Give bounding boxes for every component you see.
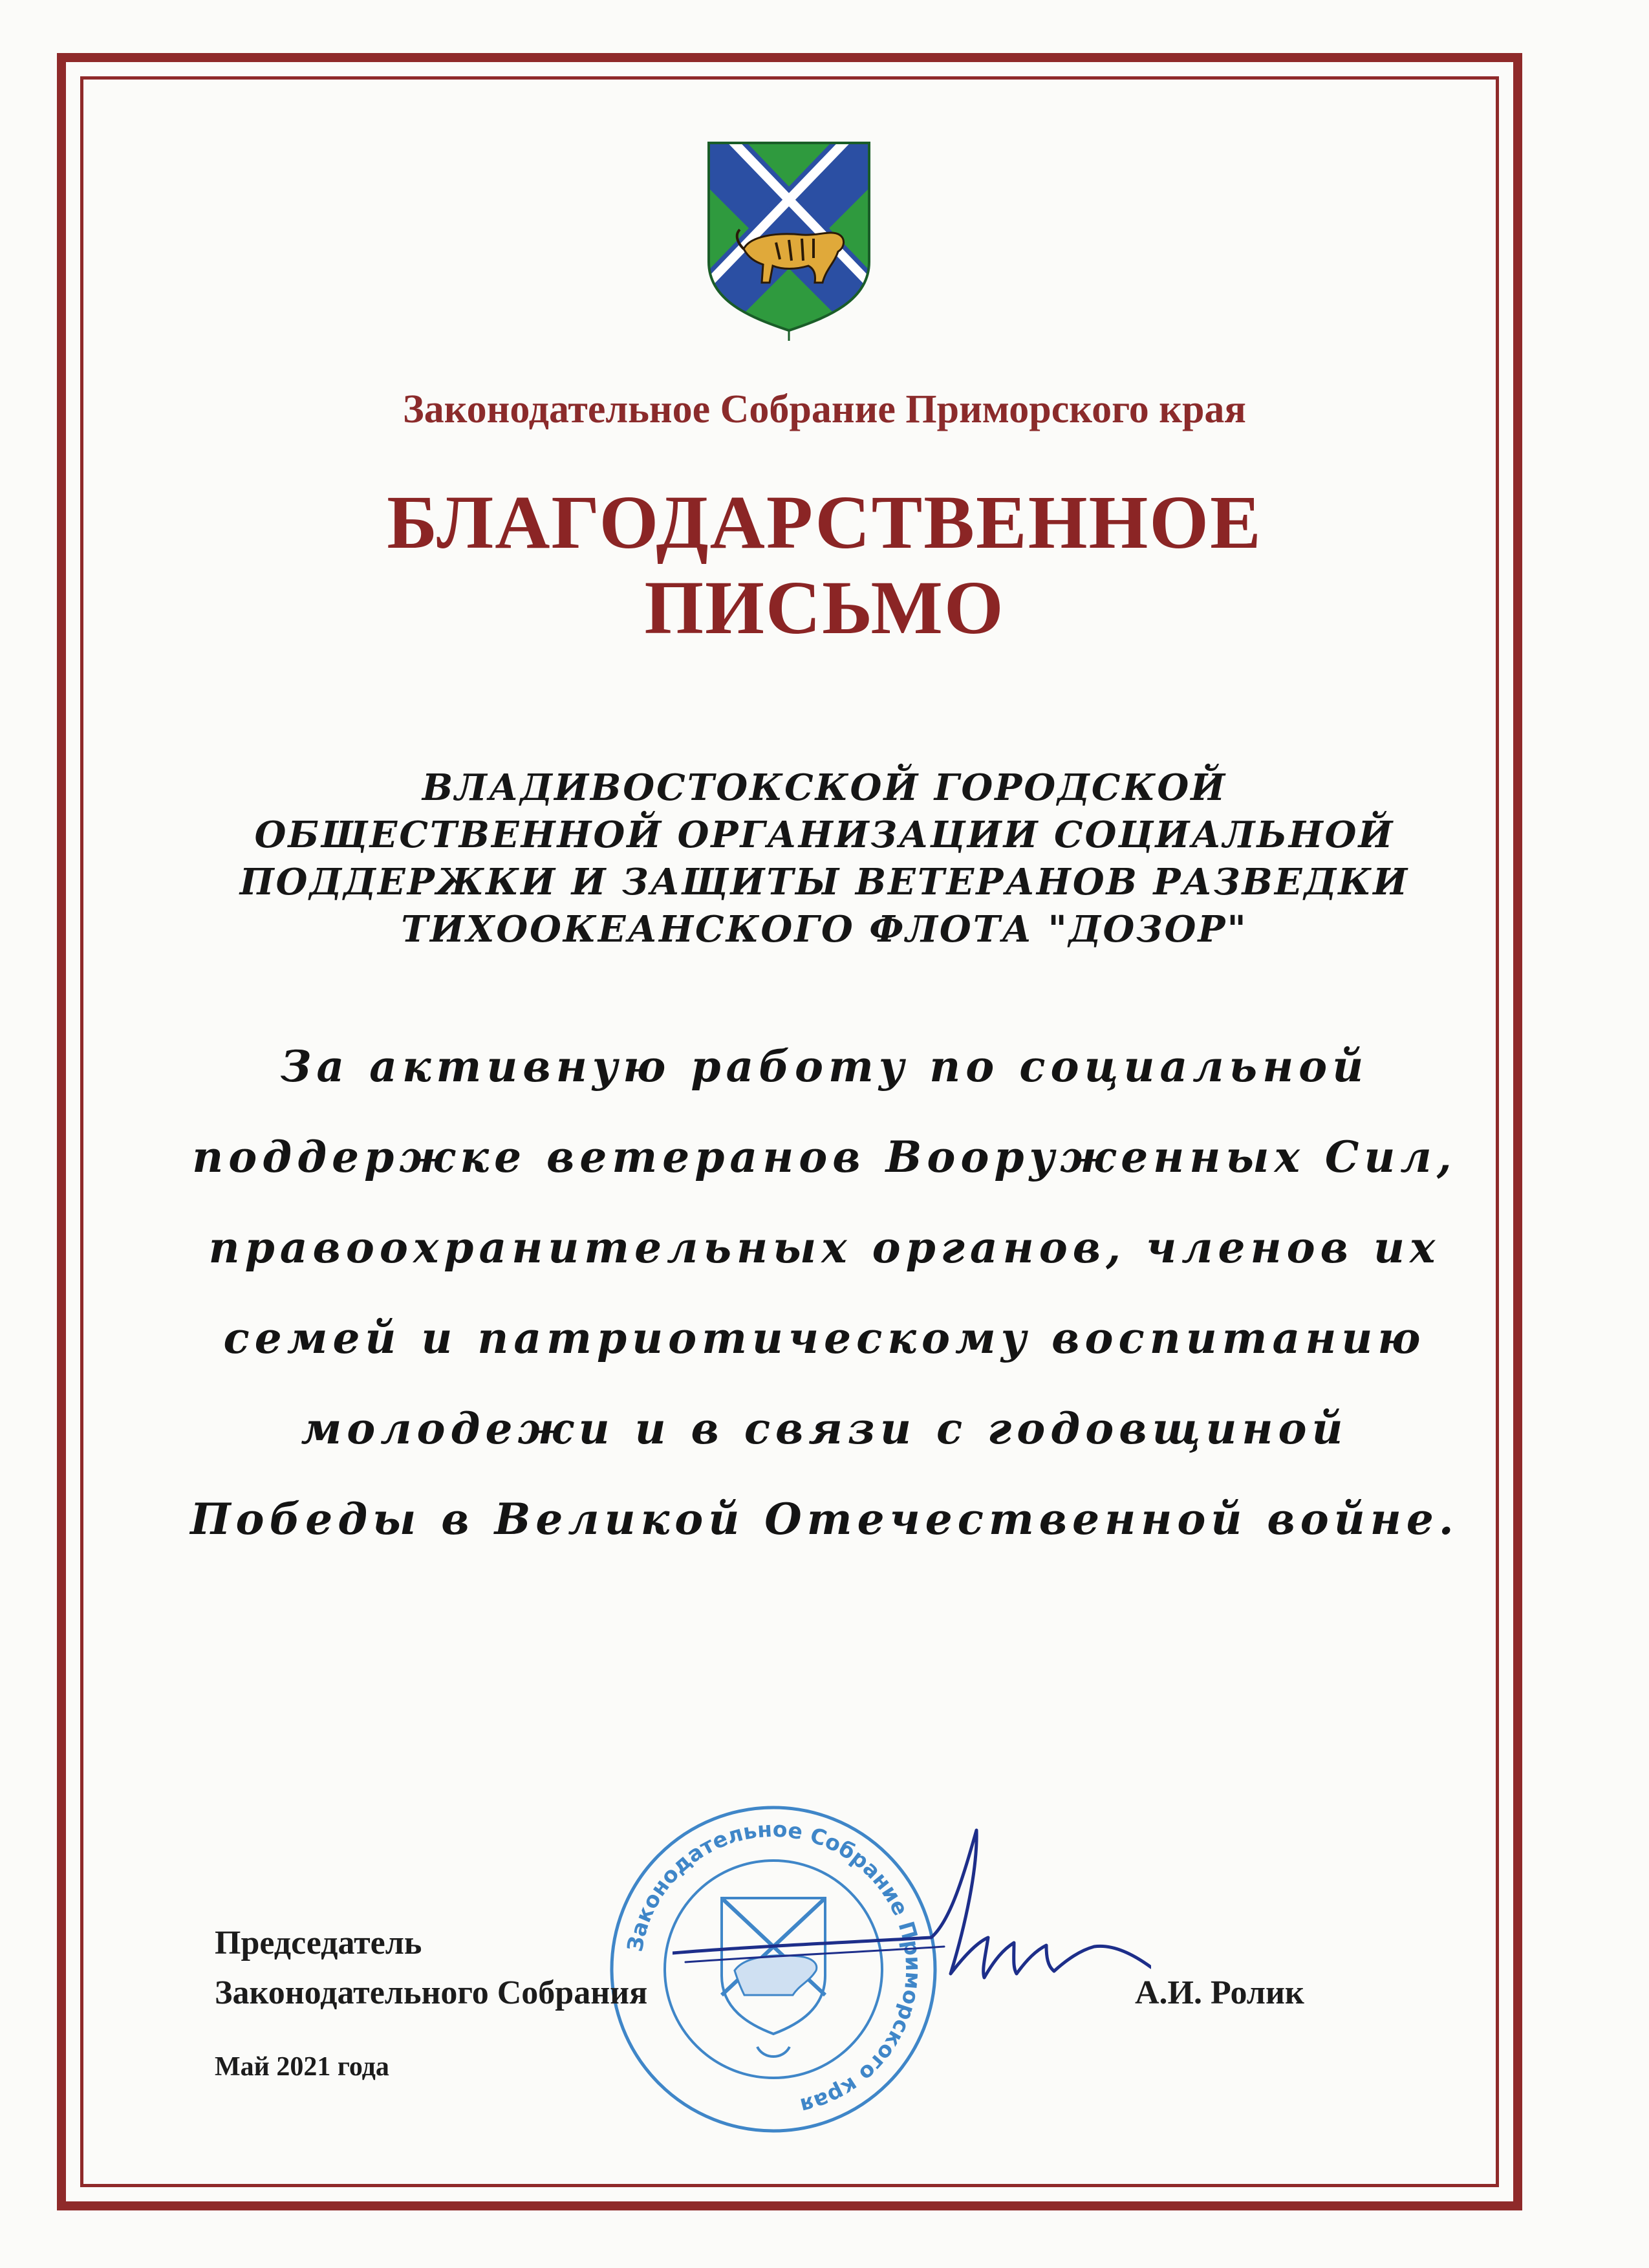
signatory-position-line2: Законодательного Собрания <box>215 1974 648 2011</box>
document-title-line2: ПИСЬМО <box>644 565 1005 650</box>
handwritten-signature <box>673 1824 1151 2037</box>
recipient-line: ВЛАДИВОСТОКСКОЙ ГОРОДСКОЙ <box>422 766 1227 809</box>
gratitude-text-line: семей и патриотическому воспитанию <box>223 1313 1426 1363</box>
recipient-line: ТИХООКЕАНСКОГО ФЛОТА "ДОЗОР" <box>401 908 1248 951</box>
gratitude-text-line: Победы в Великой Отечественной войне. <box>190 1494 1459 1544</box>
primorsky-coat-of-arms-icon <box>705 139 873 341</box>
gratitude-text-line: молодежи и в связи с годовщиной <box>301 1403 1348 1454</box>
stamp-text: Законодательное Собрание Приморского края <box>621 1816 927 2119</box>
signatory-position-line1: Председатель <box>215 1925 422 1961</box>
gratitude-text-line: правоохранительных органов, членов их <box>208 1222 1441 1273</box>
document-date: Май 2021 года <box>215 2052 389 2082</box>
assembly-name: Законодательное Собрание Приморского края <box>403 387 1246 431</box>
recipient-line: ОБЩЕСТВЕННОЙ ОРГАНИЗАЦИИ СОЦИАЛЬНОЙ <box>254 814 1395 856</box>
signatory-name: А.И. Ролик <box>1135 1974 1304 2011</box>
document-title-line1: БЛАГОДАРСТВЕННОЕ <box>387 480 1262 565</box>
gratitude-text-line: поддержке ветеранов Вооруженных Сил, <box>192 1132 1457 1182</box>
gratitude-text-line: За активную работу по социальной <box>280 1041 1369 1092</box>
recipient-line: ПОДДЕРЖКИ И ЗАЩИТЫ ВЕТЕРАНОВ РАЗВЕДКИ <box>239 861 1410 903</box>
